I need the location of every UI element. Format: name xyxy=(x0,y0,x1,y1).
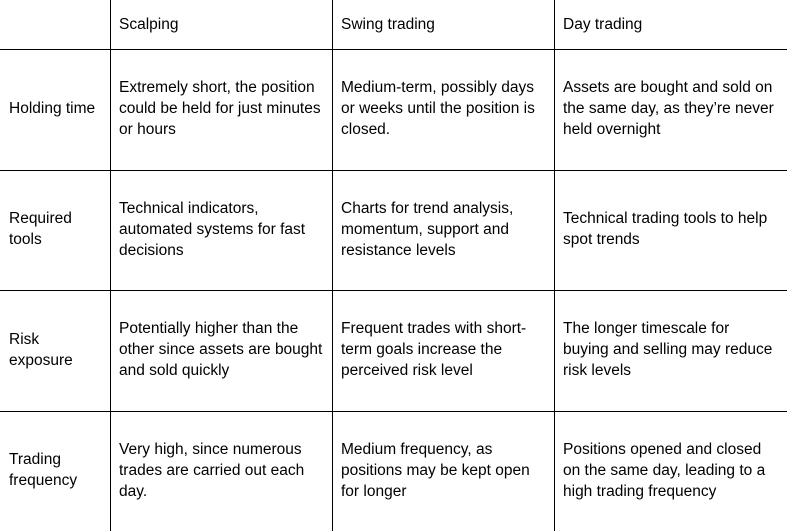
cell-risk-exposure-swing-trading: Frequent trades with short-term goals increase the perceived risk level xyxy=(333,291,555,412)
cell-required-tools-day-trading: Technical trading tools to help spot trends xyxy=(555,170,787,291)
table-row xyxy=(1,291,787,412)
cell-trading-frequency-scalping: Very high, since numerous trades are carried out each day. xyxy=(111,411,333,532)
row-label-holding-time: Holding time xyxy=(1,50,111,171)
column-header-day-trading: Day trading xyxy=(555,1,787,50)
row-label-risk-exposure: Risk exposure xyxy=(1,291,111,412)
cell-risk-exposure-scalping: Potentially higher than the other since assets are bought and sold quickly xyxy=(111,291,333,412)
table-row xyxy=(1,170,787,291)
cell-risk-exposure-day-trading: The longer timescale for buying and selling may reduce risk levels xyxy=(555,291,787,412)
column-header-swing-trading: Swing trading xyxy=(333,1,555,50)
cell-holding-time-day-trading: Assets are bought and sold on the same day, as they’re never held overnight xyxy=(555,50,787,171)
row-label-trading-frequency: Trading frequency xyxy=(1,411,111,532)
table-row xyxy=(1,411,787,532)
table-corner-cell xyxy=(1,1,111,50)
cell-holding-time-swing-trading: Medium-term, possibly days or weeks until the position is closed. xyxy=(333,50,555,171)
cell-trading-frequency-day-trading: Positions opened and closed on the same day, leading to a high trading frequency xyxy=(555,411,787,532)
table-header-row xyxy=(1,1,787,50)
row-label-required-tools: Required tools xyxy=(1,170,111,291)
cell-holding-time-scalping: Extremely short, the position could be held for just minutes or hours xyxy=(111,50,333,171)
cell-trading-frequency-swing-trading: Medium frequency, as positions may be kept open for longer xyxy=(333,411,555,532)
column-header-scalping: Scalping xyxy=(111,1,333,50)
cell-required-tools-scalping: Technical indicators, automated systems for fast decisions xyxy=(111,170,333,291)
table-row xyxy=(1,50,787,171)
cell-required-tools-swing-trading: Charts for trend analysis, momentum, support and resistance levels xyxy=(333,170,555,291)
